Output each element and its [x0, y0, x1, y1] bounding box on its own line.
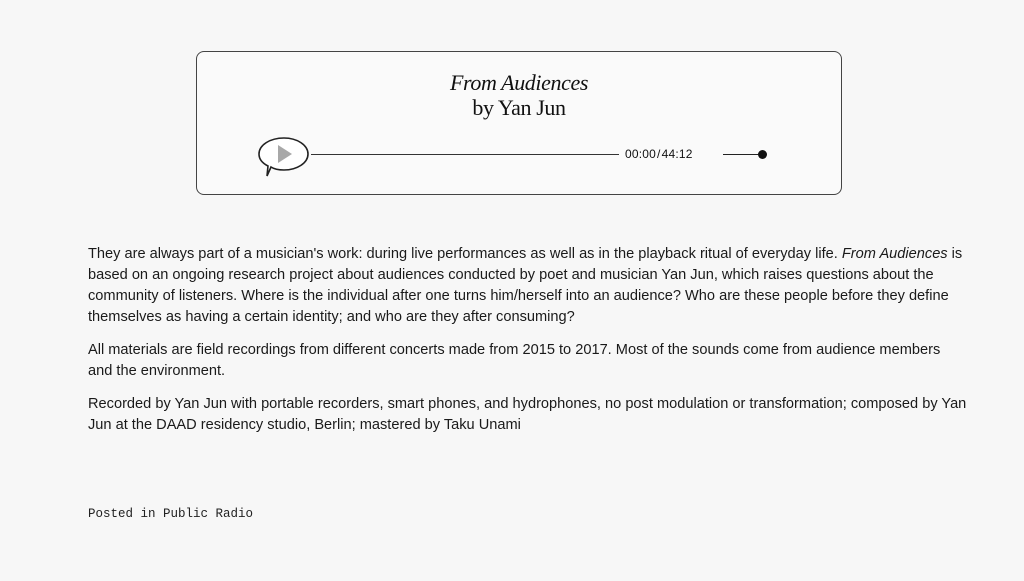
- description-work-title: From Audiences: [841, 246, 948, 262]
- description-paragraph-1: [88, 244, 968, 328]
- volume-slider[interactable]: [723, 148, 767, 162]
- work-title: From Audiences: [450, 70, 588, 95]
- current-time: 00:00: [625, 147, 657, 161]
- duration: 44:12: [661, 147, 693, 161]
- description: [88, 244, 968, 448]
- play-button[interactable]: [257, 136, 311, 178]
- posted-prefix: Posted in: [88, 507, 164, 521]
- description-p1-end: is based on an ongoing research project about audiences conducted by poet and musician Yan Jun, which raises questions about the community of listeners. Where is the individual after one turns him/herself into an audience? Who are these people before they define themselves as having a certain identity; and who are they after consuming?: [88, 246, 963, 325]
- track-title: [197, 70, 841, 120]
- seek-bar[interactable]: [311, 154, 619, 155]
- description-paragraph-3: Recorded by Yan Jun with portable recorders, smart phones, and hydrophones, no post modulation or transformation; composed by Yan Jun at the DAAD residency studio, Berlin; mastered by Taku Unami: [88, 396, 967, 433]
- description-p1-start: They are always part of a musician's work: during live performances as well as in the playback ritual of everyday life.: [88, 246, 842, 262]
- play-icon: [257, 136, 311, 178]
- description-paragraph-2: All materials are field recordings from different concerts made from 2015 to 2017. Most of the sounds come from audience members and the environment.: [88, 342, 941, 379]
- time-separator: /: [657, 147, 661, 161]
- volume-track: [723, 154, 763, 155]
- posted-in: [88, 506, 253, 522]
- time-readout: [625, 147, 693, 161]
- audio-player: [196, 51, 842, 195]
- artist-line: by Yan Jun: [472, 95, 566, 120]
- volume-knob[interactable]: [758, 150, 767, 159]
- category-link[interactable]: Public Radio: [163, 507, 254, 521]
